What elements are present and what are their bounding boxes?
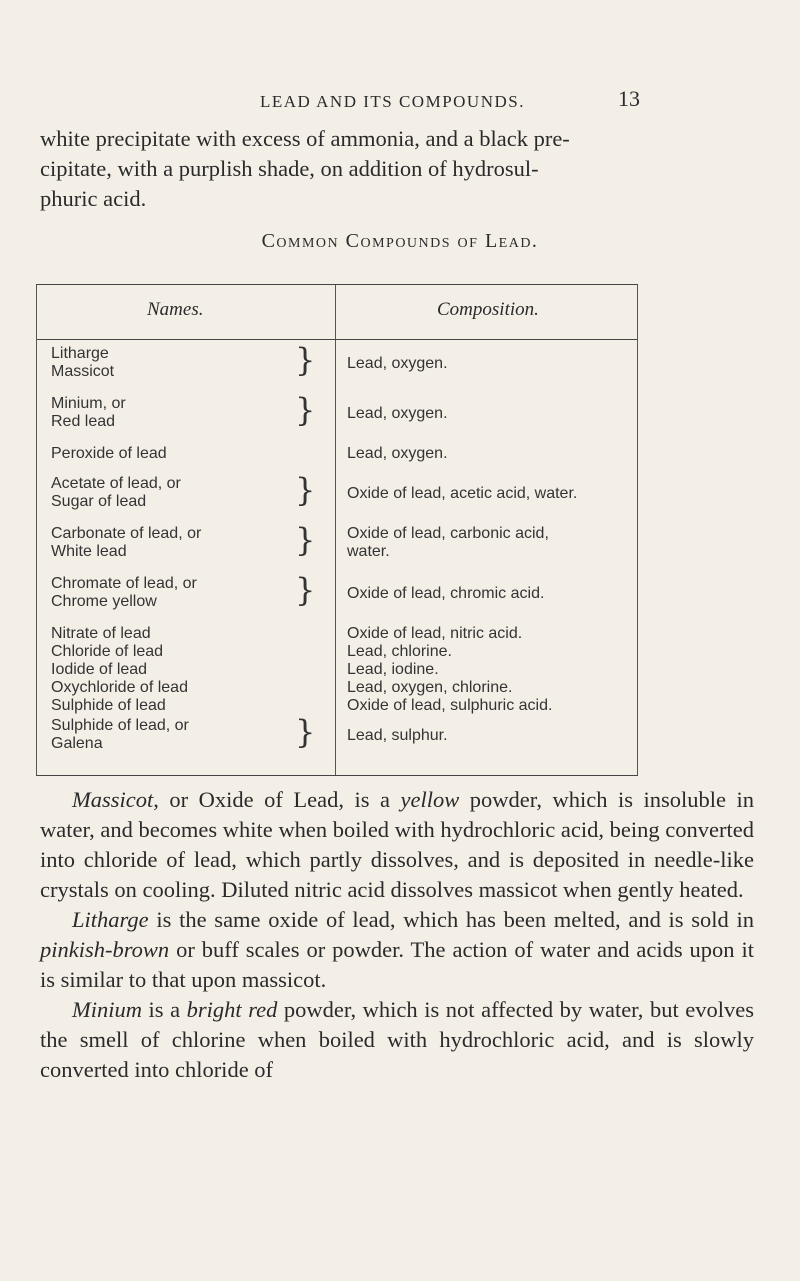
row-composition: Lead, iodine. bbox=[347, 661, 439, 678]
term: Litharge bbox=[72, 907, 149, 932]
brace-glyph: } bbox=[295, 521, 316, 559]
intro-line: white precipitate with excess of ammonia, and a black pre- bbox=[40, 126, 570, 151]
row-names: Chloride of lead bbox=[51, 643, 164, 660]
emphasis: yellow bbox=[400, 787, 460, 812]
row-composition: Lead, oxygen. bbox=[347, 355, 448, 372]
emphasis: bright red bbox=[186, 997, 278, 1022]
brace-glyph: } bbox=[295, 571, 316, 609]
row-names: Acetate of lead, or Sugar of lead bbox=[51, 475, 181, 510]
body-text bbox=[40, 785, 754, 1085]
row-composition: Oxide of lead, sulphuric acid. bbox=[347, 697, 553, 714]
paragraph-litharge: Litharge is the same oxide of lead, which has been melted, and is sold in pinkish-brown or buff scales or powder. The action of water and acids upon it is similar to that upon massicot. bbox=[40, 907, 754, 992]
row-composition: Lead, oxygen. bbox=[347, 445, 448, 462]
row-names: Chromate of lead, or Chrome yellow bbox=[51, 575, 197, 610]
brace-glyph: } bbox=[295, 391, 316, 429]
composition-header: Composition. bbox=[437, 299, 539, 320]
term: Massicot bbox=[72, 787, 154, 812]
row-names: Iodide of lead bbox=[51, 661, 148, 678]
names-header: Names. bbox=[147, 299, 204, 320]
paragraph-massicot: Massicot, or Oxide of Lead, is a yellow powder, which is insoluble in water, and becomes white when boiled with hydrochloric acid, being converted into chloride of lead, which partly dissolves, and is deposited in needle-like crystals on cooling. Diluted nitric acid dissolves massicot when gently heated. bbox=[40, 787, 754, 902]
row-composition: Oxide of lead, acetic acid, water. bbox=[347, 485, 578, 502]
row-names: Nitrate of lead bbox=[51, 625, 151, 642]
compounds-table bbox=[36, 284, 638, 776]
emphasis: pinkish-brown bbox=[40, 937, 170, 962]
row-composition: Oxide of lead, nitric acid. bbox=[347, 625, 523, 642]
row-composition: Lead, chlorine. bbox=[347, 643, 452, 660]
term: Minium bbox=[72, 997, 142, 1022]
intro-paragraph bbox=[40, 124, 754, 214]
header-rule bbox=[37, 339, 637, 340]
row-composition: Oxide of lead, carbonic acid, water. bbox=[347, 525, 549, 560]
running-head: LEAD AND ITS COMPOUNDS. bbox=[260, 92, 525, 111]
row-names: Sulphide of lead, or Galena bbox=[51, 717, 189, 752]
row-names: Litharge Massicot bbox=[51, 345, 115, 380]
paragraph-minium: Minium is a bright red powder, which is not affected by water, but evolves the smell of chlorine when boiled with hydrochloric acid, and is slowly converted into chloride of bbox=[40, 997, 754, 1082]
row-composition: Lead, oxygen. bbox=[347, 405, 448, 422]
page-header bbox=[0, 86, 800, 112]
brace-glyph: } bbox=[295, 713, 316, 751]
brace-glyph: } bbox=[295, 341, 316, 379]
column-divider bbox=[335, 285, 336, 775]
row-names: Peroxide of lead bbox=[51, 445, 167, 462]
row-composition: Lead, sulphur. bbox=[347, 727, 448, 744]
section-title: Common Compounds of Lead. bbox=[261, 230, 539, 252]
brace-glyph: } bbox=[295, 471, 316, 509]
intro-line: phuric acid. bbox=[40, 186, 147, 211]
row-composition: Lead, oxygen, chlorine. bbox=[347, 679, 513, 696]
page-number: 13 bbox=[618, 86, 640, 111]
row-names: Minium, or Red lead bbox=[51, 395, 126, 430]
intro-line: cipitate, with a purplish shade, on addition of hydrosul- bbox=[40, 156, 539, 181]
row-composition: Oxide of lead, chromic acid. bbox=[347, 585, 545, 602]
row-names: Carbonate of lead, or White lead bbox=[51, 525, 202, 560]
row-names: Sulphide of lead bbox=[51, 697, 166, 714]
row-names: Oxychloride of lead bbox=[51, 679, 188, 696]
